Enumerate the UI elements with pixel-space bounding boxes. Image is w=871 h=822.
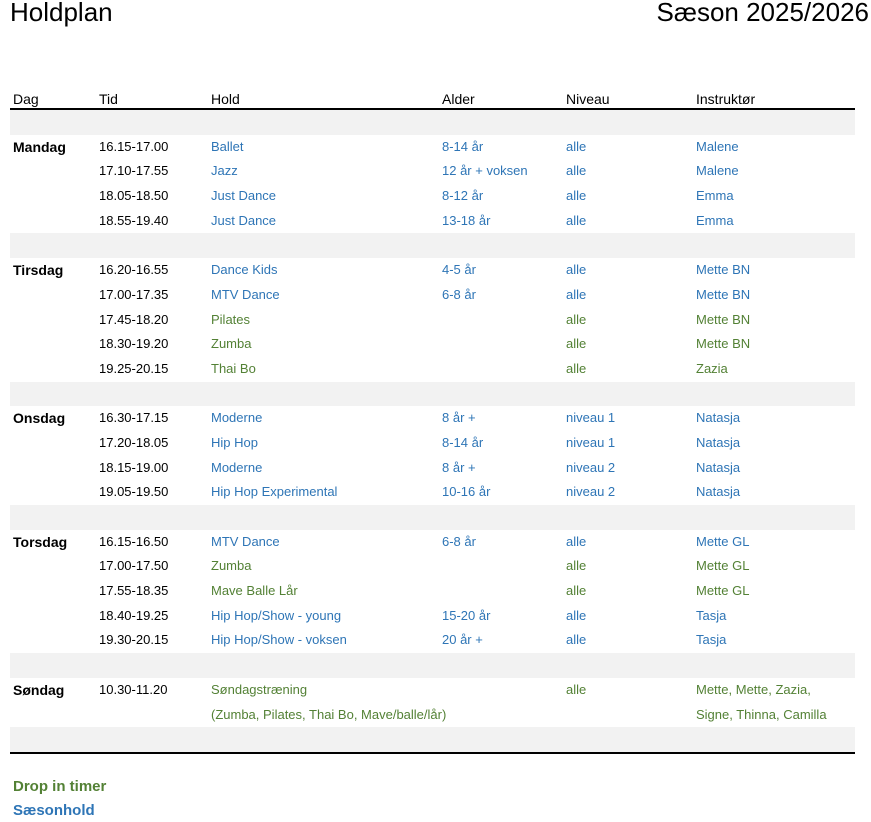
cell-tid: 19.25-20.15 — [99, 360, 169, 376]
cell-niveau: alle — [566, 632, 587, 648]
row-spacer — [10, 653, 855, 678]
cell-niveau: alle — [566, 138, 587, 154]
cell-hold: (Zumba, Pilates, Thai Bo, Mave/balle/lår) — [211, 706, 447, 722]
cell-niveau: alle — [566, 360, 587, 376]
cell-instruktor: Tasja — [696, 632, 727, 648]
cell-hold: Søndagstræning — [211, 681, 308, 697]
table-row — [10, 332, 855, 357]
table-row — [10, 678, 855, 703]
cell-niveau: alle — [566, 188, 587, 204]
row-spacer — [10, 382, 855, 407]
page-title: Holdplan — [10, 0, 113, 27]
cell-instruktor: Zazia — [696, 360, 728, 376]
cell-niveau: alle — [566, 286, 587, 302]
cell-alder: 6-8 år — [442, 286, 476, 302]
header-alder: Alder — [442, 91, 475, 107]
cell-hold: MTV Dance — [211, 286, 280, 302]
cell-hold: Hip Hop/Show - voksen — [211, 632, 347, 648]
cell-hold: Just Dance — [211, 188, 277, 204]
cell-instruktor: Mette GL — [696, 583, 750, 599]
cell-niveau: alle — [566, 533, 587, 549]
table-row — [10, 480, 855, 505]
cell-hold: Moderne — [211, 410, 263, 426]
table-row — [10, 357, 855, 382]
cell-instruktor: Malene — [696, 138, 739, 154]
table-row — [10, 184, 855, 209]
cell-hold: Just Dance — [211, 212, 277, 228]
cell-instruktor: Mette BN — [696, 286, 751, 302]
legend-drop-in: Drop in timer — [13, 778, 107, 795]
cell-instruktor: Natasja — [696, 434, 741, 450]
row-spacer — [10, 505, 855, 530]
cell-tid: 16.30-17.15 — [99, 410, 169, 426]
cell-instruktor: Mette, Mette, Zazia, — [696, 681, 811, 697]
cell-niveau: alle — [566, 212, 587, 228]
table-row — [10, 431, 855, 456]
day-label: Mandag — [13, 138, 66, 155]
cell-hold: Hip Hop — [211, 434, 258, 450]
cell-niveau: niveau 2 — [566, 459, 616, 475]
day-label: Onsdag — [13, 410, 66, 427]
row-spacer — [10, 233, 855, 258]
table-header — [10, 86, 855, 110]
cell-instruktor: Mette BN — [696, 311, 751, 327]
table-row — [10, 283, 855, 308]
cell-tid: 17.00-17.35 — [99, 286, 169, 302]
cell-niveau: alle — [566, 311, 587, 327]
header-niveau: Niveau — [566, 91, 610, 107]
day-label: Tirsdag — [13, 262, 64, 279]
cell-hold: Mave Balle Lår — [211, 583, 298, 599]
cell-alder: 13-18 år — [442, 212, 491, 228]
header-dag: Dag — [13, 91, 39, 107]
cell-instruktor: Natasja — [696, 410, 741, 426]
cell-instruktor: Emma — [696, 212, 734, 228]
cell-niveau: alle — [566, 681, 587, 697]
cell-instruktor: Mette GL — [696, 558, 750, 574]
day-label: Torsdag — [13, 533, 68, 550]
cell-alder: 20 år + — [442, 632, 483, 648]
table-row — [10, 579, 855, 604]
cell-alder: 15-20 år — [442, 607, 491, 623]
cell-hold: Hip Hop Experimental — [211, 484, 338, 500]
cell-alder: 8 år + — [442, 459, 476, 475]
cell-tid: 16.15-16.50 — [99, 533, 169, 549]
table-row — [10, 159, 855, 184]
legend-saesonhold: Sæsonhold — [13, 802, 95, 819]
day-label: Søndag — [13, 681, 65, 698]
cell-hold: Zumba — [211, 336, 252, 352]
cell-tid: 18.15-19.00 — [99, 459, 169, 475]
cell-tid: 10.30-11.20 — [99, 681, 168, 697]
cell-hold: Dance Kids — [211, 262, 278, 278]
cell-alder: 8-14 år — [442, 434, 484, 450]
cell-tid: 16.20-16.55 — [99, 262, 169, 278]
cell-instruktor: Mette BN — [696, 336, 751, 352]
cell-instruktor: Mette GL — [696, 533, 750, 549]
table-row — [10, 406, 855, 431]
table-row — [10, 258, 855, 283]
cell-alder: 4-5 år — [442, 262, 476, 278]
cell-niveau: alle — [566, 336, 587, 352]
cell-niveau: alle — [566, 262, 587, 278]
cell-instruktor: Emma — [696, 188, 734, 204]
season-label: Sæson 2025/2026 — [656, 0, 869, 27]
cell-hold: Hip Hop/Show - young — [211, 607, 342, 623]
bottom-rule — [10, 752, 855, 754]
cell-instruktor: Mette BN — [696, 262, 751, 278]
cell-instruktor: Natasja — [696, 484, 741, 500]
row-spacer — [10, 727, 855, 752]
cell-alder: 8-14 år — [442, 138, 484, 154]
cell-tid: 16.15-17.00 — [99, 138, 169, 154]
cell-niveau: alle — [566, 558, 587, 574]
cell-instruktor: Tasja — [696, 607, 727, 623]
table-row — [10, 308, 855, 333]
cell-niveau: niveau 2 — [566, 484, 616, 500]
cell-hold: Moderne — [211, 459, 263, 475]
table-row — [10, 530, 855, 555]
cell-tid: 17.00-17.50 — [99, 558, 169, 574]
cell-hold: Jazz — [211, 163, 238, 179]
cell-tid: 17.10-17.55 — [99, 163, 169, 179]
table-row — [10, 703, 855, 728]
row-spacer — [10, 110, 855, 135]
cell-tid: 18.30-19.20 — [99, 336, 169, 352]
header-hold: Hold — [211, 91, 240, 107]
cell-niveau: alle — [566, 163, 587, 179]
cell-alder: 10-16 år — [442, 484, 491, 500]
cell-hold: Pilates — [211, 311, 251, 327]
cell-tid: 18.05-18.50 — [99, 188, 169, 204]
cell-tid: 17.55-18.35 — [99, 583, 169, 599]
cell-niveau: niveau 1 — [566, 410, 616, 426]
cell-niveau: alle — [566, 583, 587, 599]
cell-hold: Thai Bo — [211, 360, 256, 376]
cell-instruktor: Natasja — [696, 459, 741, 475]
cell-tid: 19.30-20.15 — [99, 632, 169, 648]
table-row — [10, 135, 855, 160]
schedule-table — [10, 86, 855, 754]
cell-alder: 8 år + — [442, 410, 476, 426]
cell-alder: 12 år + voksen — [442, 163, 528, 179]
cell-tid: 19.05-19.50 — [99, 484, 169, 500]
table-row — [10, 628, 855, 653]
table-row — [10, 456, 855, 481]
cell-alder: 8-12 år — [442, 188, 484, 204]
cell-instruktor: Signe, Thinna, Camilla — [696, 706, 827, 722]
cell-tid: 17.20-18.05 — [99, 434, 169, 450]
header-tid: Tid — [99, 91, 118, 107]
table-row — [10, 604, 855, 629]
cell-hold: MTV Dance — [211, 533, 280, 549]
table-row — [10, 554, 855, 579]
cell-hold: Zumba — [211, 558, 252, 574]
table-row — [10, 209, 855, 234]
cell-tid: 18.55-19.40 — [99, 212, 169, 228]
cell-hold: Ballet — [211, 138, 244, 154]
cell-instruktor: Malene — [696, 163, 739, 179]
schedule-body — [10, 110, 855, 727]
cell-tid: 18.40-19.25 — [99, 607, 169, 623]
header-instruktor: Instruktør — [696, 91, 756, 107]
cell-tid: 17.45-18.20 — [99, 311, 169, 327]
cell-niveau: alle — [566, 607, 587, 623]
cell-niveau: niveau 1 — [566, 434, 616, 450]
cell-alder: 6-8 år — [442, 533, 476, 549]
